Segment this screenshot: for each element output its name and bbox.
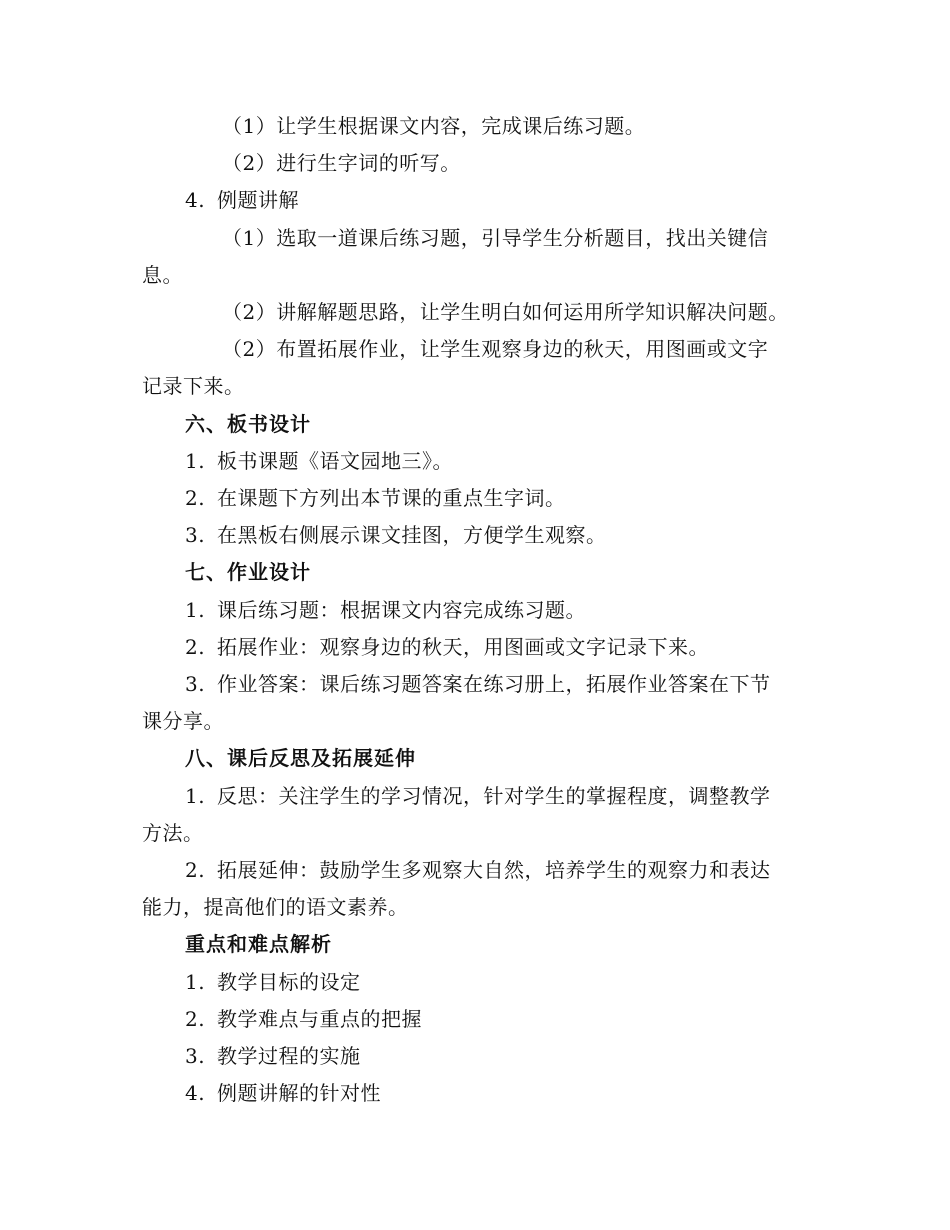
list-number: 4. bbox=[185, 188, 206, 212]
list-number: 2. bbox=[185, 635, 206, 659]
list-item bbox=[185, 1079, 381, 1107]
text-line: 方法。 bbox=[142, 821, 204, 845]
list-number: 3. bbox=[185, 672, 206, 696]
list-text: 板书课题《语文园地三》。 bbox=[217, 449, 453, 473]
list-item bbox=[185, 447, 453, 475]
text-line: 息。 bbox=[142, 263, 183, 287]
list-item bbox=[185, 782, 771, 810]
list-text: 在黑板右侧展示课文挂图，方便学生观察。 bbox=[217, 523, 607, 547]
list-text: 教学目标的设定 bbox=[217, 970, 361, 994]
list-number: 2. bbox=[185, 486, 206, 510]
section-heading: 六、板书设计 bbox=[185, 412, 311, 436]
list-text: 课后练习题：根据课文内容完成练习题。 bbox=[217, 598, 586, 622]
list-number: 2. bbox=[185, 858, 206, 882]
list-text: 例题讲解 bbox=[217, 188, 299, 212]
text-line: （1）让学生根据课文内容，完成课后练习题。 bbox=[222, 114, 646, 138]
text-line: （2）进行生字词的听写。 bbox=[222, 151, 461, 175]
list-item bbox=[185, 633, 709, 661]
section-heading: 八、课后反思及拓展延伸 bbox=[185, 746, 416, 770]
list-item bbox=[185, 670, 771, 698]
list-text: 作业答案：课后练习题答案在练习册上，拓展作业答案在下节 bbox=[217, 672, 771, 696]
list-number: 1. bbox=[185, 970, 206, 994]
list-number: 3. bbox=[185, 523, 206, 547]
list-number: 2. bbox=[185, 1007, 206, 1031]
list-item bbox=[185, 186, 299, 214]
list-text: 教学过程的实施 bbox=[217, 1044, 361, 1068]
text-line: 能力，提高他们的语文素养。 bbox=[142, 895, 409, 919]
list-item bbox=[185, 1005, 422, 1033]
text-line: （2）布置拓展作业，让学生观察身边的秋天，用图画或文字 bbox=[222, 337, 769, 361]
list-text: 在课题下方列出本节课的重点生字词。 bbox=[217, 486, 566, 510]
text-line: （2）讲解解题思路，让学生明白如何运用所学知识解决问题。 bbox=[222, 300, 789, 324]
list-item bbox=[185, 856, 771, 884]
list-item bbox=[185, 596, 586, 624]
section-heading: 重点和难点解析 bbox=[185, 932, 332, 956]
list-item bbox=[185, 968, 361, 996]
text-line: 记录下来。 bbox=[142, 374, 245, 398]
list-number: 1. bbox=[185, 784, 206, 808]
list-number: 1. bbox=[185, 598, 206, 622]
list-number: 4. bbox=[185, 1081, 206, 1105]
list-text: 教学难点与重点的把握 bbox=[217, 1007, 422, 1031]
list-text: 拓展作业：观察身边的秋天，用图画或文字记录下来。 bbox=[217, 635, 709, 659]
list-text: 反思：关注学生的学习情况，针对学生的掌握程度，调整教学 bbox=[217, 784, 771, 808]
list-text: 拓展延伸：鼓励学生多观察大自然，培养学生的观察力和表达 bbox=[217, 858, 771, 882]
text-line: （1）选取一道课后练习题，引导学生分析题目，找出关键信 bbox=[222, 226, 769, 250]
list-number: 1. bbox=[185, 449, 206, 473]
list-number: 3. bbox=[185, 1044, 206, 1068]
list-item bbox=[185, 484, 566, 512]
section-heading: 七、作业设计 bbox=[185, 560, 311, 584]
list-item bbox=[185, 1042, 361, 1070]
list-item bbox=[185, 521, 607, 549]
text-line: 课分享。 bbox=[142, 709, 224, 733]
list-text: 例题讲解的针对性 bbox=[217, 1081, 381, 1105]
